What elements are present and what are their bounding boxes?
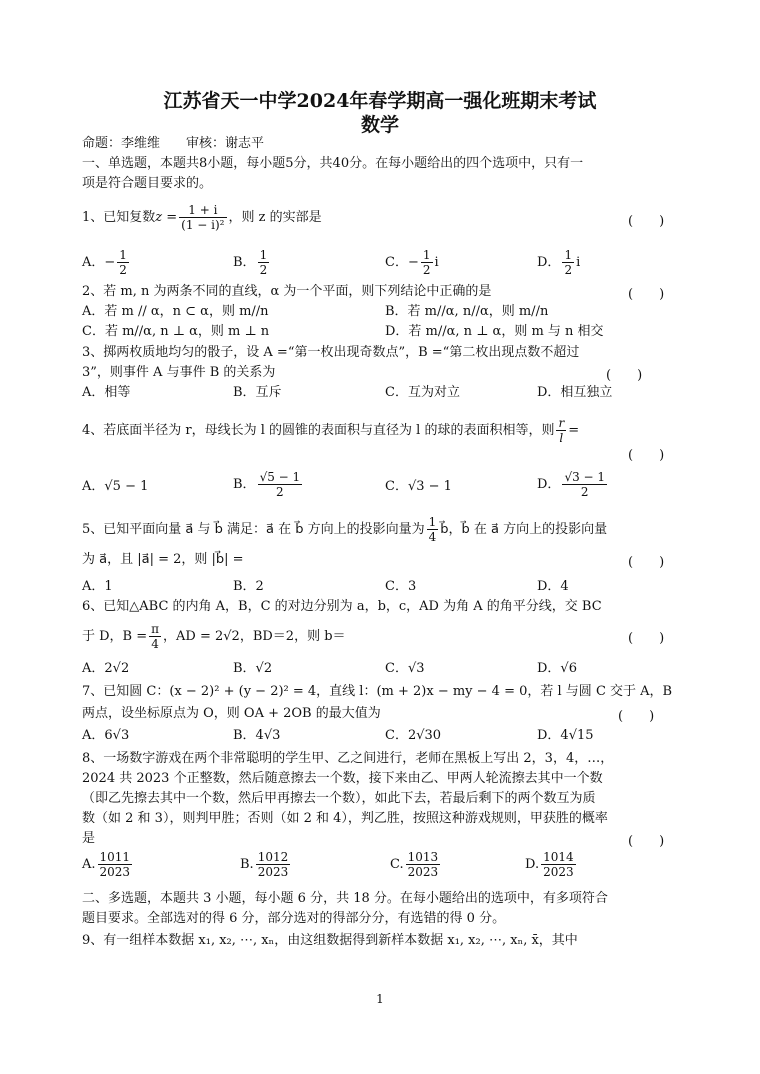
q7-answer-paren: ( )	[618, 709, 655, 724]
q2-option-d: D．若 m//α, n ⊥ α，则 m 与 n 相交	[385, 324, 604, 339]
q1-numerator: 1 + i	[179, 203, 226, 218]
q5-answer-paren: ( )	[628, 555, 665, 570]
q7-option-d: D．4√15	[537, 728, 594, 743]
question-8: 8、一场数字游戏在两个非常聪明的学生甲、乙之间进行，老师在黑板上写出 2，3，4，…，	[82, 751, 614, 766]
q8-option-d: D. $\frac{1014}{2023}$	[525, 850, 574, 879]
section2-instructions: 二、多选题，本题共 3 小题，每小题 6 分，共 18 分。在每小题给出的选项中，有多项符合	[82, 891, 608, 906]
page-number: 1	[376, 992, 384, 1006]
q1-z: z =	[155, 210, 178, 225]
q1-answer-paren: ( )	[628, 214, 665, 229]
q4-option-b: B． $\frac{√5 - 1}{2}$	[233, 470, 301, 499]
q3-option-a: A．相等	[82, 385, 131, 400]
q5-option-c: C．3	[385, 579, 417, 594]
q6-option-b: B．√2	[233, 661, 273, 676]
q1-option-c: C．− $\frac{1}{2}$ i	[385, 248, 439, 277]
question-9: 9、有一组样本数据 x₁, x₂, ⋯, xₙ，由这组数据得到新样本数据 x₁, x₂, ⋯, xₙ, x̄，其中	[82, 933, 578, 948]
q7-option-b: B．4√3	[233, 728, 281, 743]
q4-answer-paren: ( )	[628, 448, 665, 463]
question-4: 4、若底面半径为 r，母线长为 l 的圆锥的表面积与直径为 l 的球的表面积相等，则 $\frac{r}{l}$ =	[82, 416, 580, 445]
q1-option-a: A．− $\frac{1}{2}$	[82, 248, 127, 277]
q1-option-d: D． $\frac{1}{2}$ i	[537, 248, 581, 277]
q3-answer-paren: ( )	[606, 368, 643, 383]
q1-suffix: ，则 z 的实部是	[228, 210, 322, 225]
exam-subject: 数学	[360, 114, 399, 136]
q6-option-c: C．√3	[385, 661, 425, 676]
q8-option-b: B. $\frac{1012}{2023}$	[240, 850, 289, 879]
q5-option-d: D．4	[537, 579, 569, 594]
q8-answer-paren: ( )	[628, 834, 665, 849]
q2-option-c: C．若 m//α, n ⊥ α，则 m ⊥ n	[82, 324, 270, 339]
q1-fraction	[179, 203, 226, 232]
q5-option-a: A．1	[82, 579, 113, 594]
q4-option-d: D． $\frac{√3 - 1}{2}$	[537, 470, 606, 499]
q1-prefix: 1、已知复数	[82, 210, 156, 225]
q3-option-c: C．互为对立	[385, 385, 460, 400]
q8-option-c: C. $\frac{1013}{2023}$	[390, 850, 439, 879]
q3-option-b: B．互斥	[233, 385, 282, 400]
q1-denominator: (1 − i)²	[181, 218, 225, 232]
q2-option-b: B．若 m//α, n//α，则 m//n	[385, 304, 549, 319]
question-8-line4: 数（如 2 和 3），则判甲胜；否则（如 2 和 4），判乙胜，按照这种游戏规则，甲获胜的概率	[82, 811, 608, 826]
q1-option-b: B． $\frac{1}{2}$	[233, 248, 268, 277]
question-6: 6、已知△ABC 的内角 A，B，C 的对边分别为 a，b，c，AD 为角 A 的角平分线，交 BC	[82, 599, 602, 614]
q6-option-d: D．√6	[537, 661, 577, 676]
question-6-cont: 于 D，B = $\frac{\pi}{4}$ ，AD = 2√2，BD＝2，则 b＝	[82, 622, 346, 651]
q4-option-a: A．√5 − 1	[82, 479, 149, 494]
question-7: 7、已知圆 C：(x − 2)² + (y − 2)² = 4，直线 l：(m + 2)x − my − 4 = 0，若 l 与圆 C 交于 A，B	[82, 684, 673, 699]
q7-option-c: C．2√30	[385, 728, 442, 743]
q5-option-b: B．2	[233, 579, 264, 594]
section1-instructions: 一、单选题，本题共8小题，每小题5分，共40分。在每小题给出的四个选项中，只有一	[82, 156, 584, 171]
question-5-cont: 为 a⃗，且 |a⃗| = 2，则 |b⃗| =	[82, 552, 244, 567]
question-1	[82, 203, 322, 232]
question-8-line3: （即乙先擦去其中一个数，然后甲再擦去一个数），如此下去，若最后剩下的两个数互为质	[82, 791, 596, 806]
question-2: 2、若 m, n 为两条不同的直线，α 为一个平面，则下列结论中正确的是	[82, 284, 492, 299]
exam-title: 江苏省天一中学2024年春学期高一强化班期末考试	[163, 90, 597, 112]
q7-option-a: A．6√3	[82, 728, 130, 743]
q4-option-c: C．√3 − 1	[385, 479, 452, 494]
q2-option-a: A．若 m // α，n ⊂ α，则 m//n	[82, 304, 269, 319]
q6-option-a: A．2√2	[82, 661, 130, 676]
authors-line: 命题：李维维 审核：谢志平	[82, 136, 265, 151]
section2-instructions-cont: 题目要求。全部选对的得 6 分，部分选对的得部分分，有选错的得 0 分。	[82, 911, 506, 926]
question-7-cont: 两点，设坐标原点为 O，则 OA + 2OB 的最大值为	[82, 706, 381, 721]
question-8-line5: 是	[82, 831, 96, 846]
q3-option-d: D．相互独立	[537, 385, 613, 400]
q8-option-a: A. $\frac{1011}{2023}$	[82, 850, 131, 879]
question-8-line2: 2024 共 2023 个正整数，然后随意擦去一个数，接下来由乙、甲两人轮流擦去其中一个数	[82, 771, 603, 786]
question-5: 5、已知平面向量 a⃗ 与 b⃗ 满足：a⃗ 在 b⃗ 方向上的投影向量为 $\frac{1}{4}$ b⃗，b⃗ 在 a⃗ 方向上的投影向量	[82, 515, 608, 544]
question-3: 3、掷两枚质地均匀的骰子，设 A =“第一枚出现奇数点”，B =“第二枚出现点数不超过	[82, 345, 580, 360]
q6-answer-paren: ( )	[628, 631, 665, 646]
q2-answer-paren: ( )	[628, 287, 665, 302]
section1-instructions-cont: 项是符合题目要求的。	[82, 176, 213, 191]
question-3-cont: 3”，则事件 A 与事件 B 的关系为	[82, 365, 276, 380]
